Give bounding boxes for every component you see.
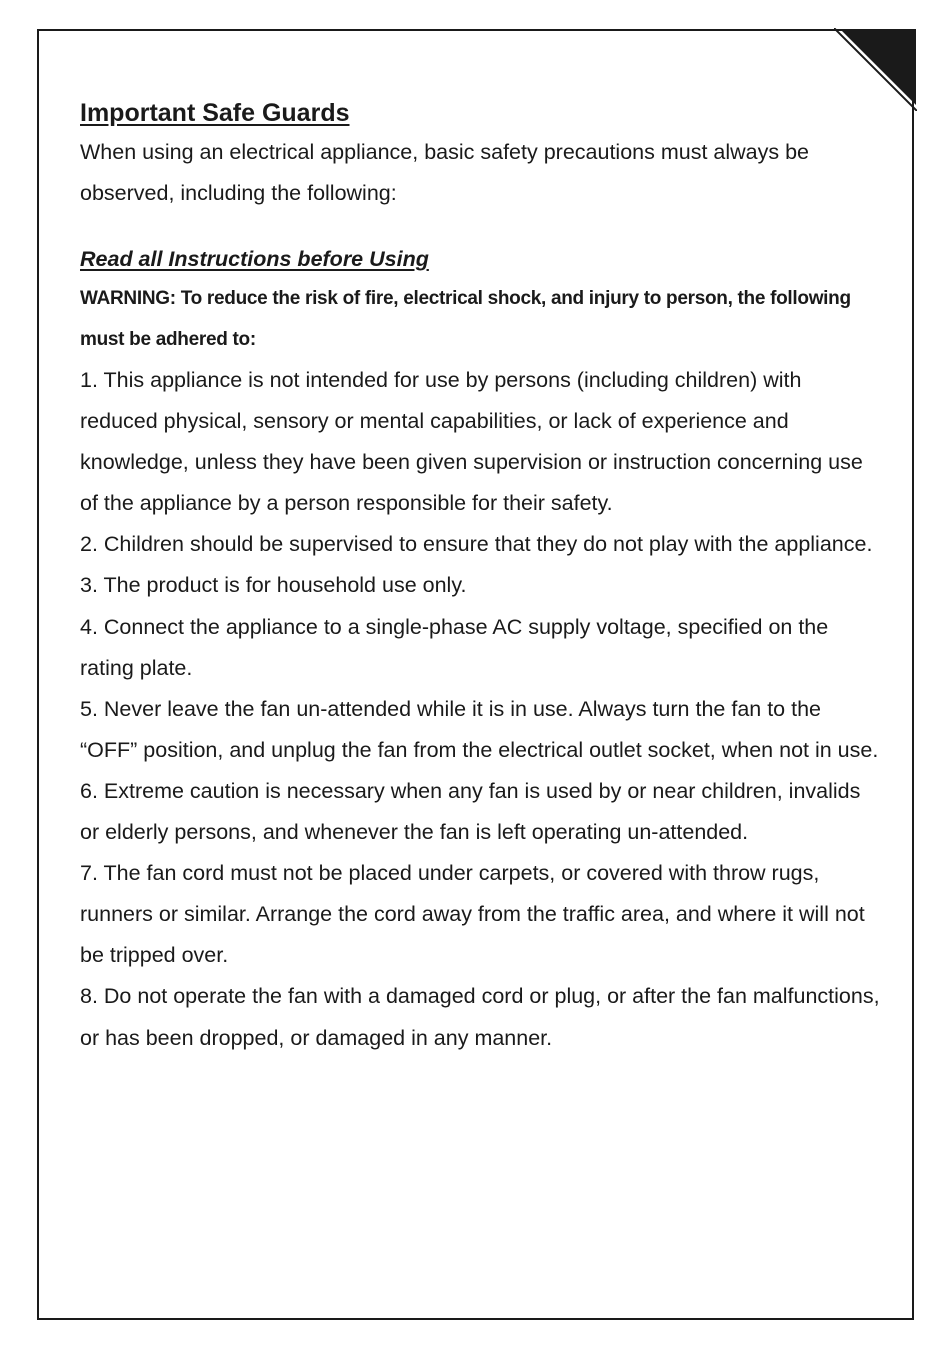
safety-item-6: 6. Extreme caution is necessary when any fan is used by or near children, invalids or elderly persons, and whenever the fan is left operating un-attended.	[80, 778, 861, 845]
safety-item-2: 2. Children should be supervised to ensure that they do not play with the appliance.	[80, 532, 873, 557]
safety-item-8: 8. Do not operate the fan with a damaged cord or plug, or after the fan malfunctions, or has been dropped, or damaged in any manner.	[80, 984, 880, 1050]
safety-item-4: 4. Connect the appliance to a single-phase AC supply voltage, specified on the rating plate.	[80, 614, 829, 680]
instructions-subheading: Read all Instructions before Using	[80, 247, 429, 271]
intro-paragraph: When using an electrical appliance, basic safety precautions must always be observed, including the following:	[80, 140, 809, 205]
page-title: Important Safe Guards	[80, 99, 350, 127]
safety-item-3: 3. The product is for household use only.	[80, 573, 467, 598]
safety-item-1: 1. This appliance is not intended for use by persons (including children) with reduced physical, sensory or mental capabilities, or lack of experience and knowledge, unless they have been given supervision or instruction concerning use of the appliance by a person responsible for their safety.	[80, 368, 863, 516]
warning-paragraph: WARNING: To reduce the risk of fire, electrical shock, and injury to person, the following must be adhered to:	[80, 288, 851, 350]
safety-item-7: 7. The fan cord must not be placed under carpets, or covered with throw rugs, runners or similar. Arrange the cord away from the traffic area, and where it will not be tripped over.	[80, 861, 865, 968]
document-body	[80, 94, 880, 1059]
safety-item-5: 5. Never leave the fan un-attended while it is in use. Always turn the fan to the “OFF” position, and unplug the fan from the electrical outlet socket, when not in use.	[80, 696, 879, 762]
